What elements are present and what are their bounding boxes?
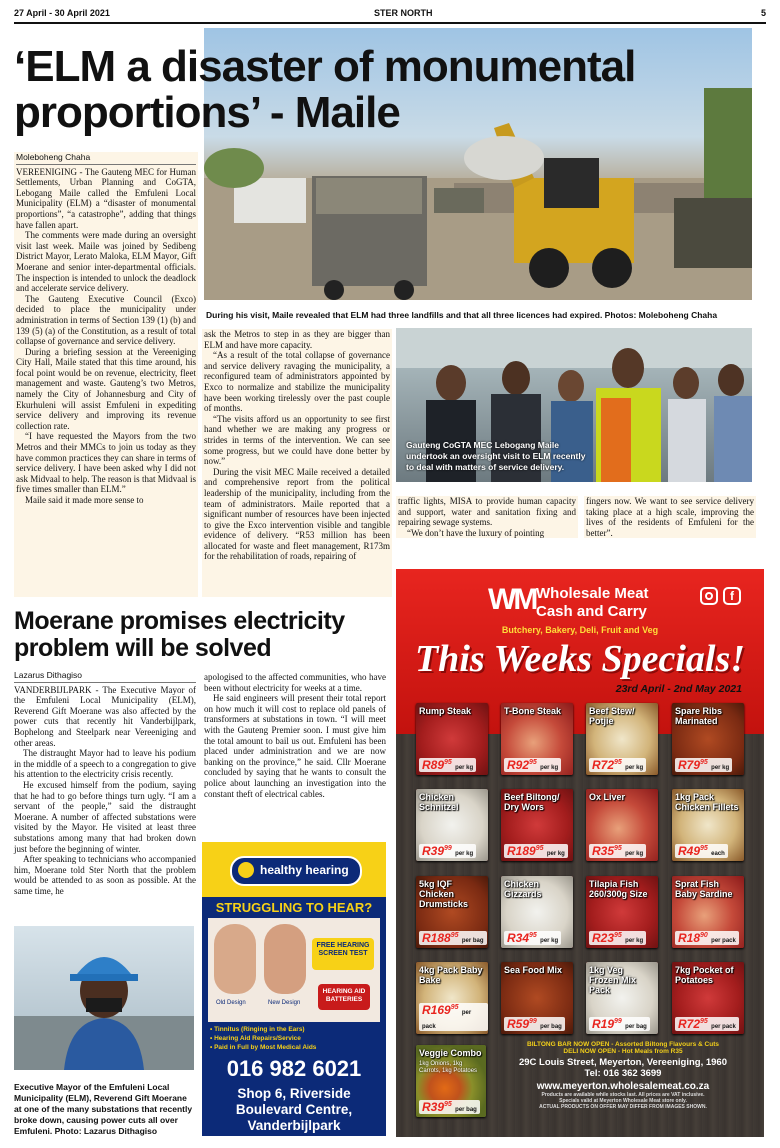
article2-col2 — [204, 672, 386, 799]
product-tile — [501, 876, 573, 948]
paragraph: During a briefing session at the Vereeniging City Hall, Maile stated that this time around, his focal point would be on revenue, electricity, fleet management and waste. Gauteng’s two Metros, namely the City of Johannesburg and City of Ekurhuleni will assist Emfuleni in expediting service delivery and improving its revenue collection rate. — [16, 346, 196, 431]
address-line: Vanderbijlpark — [247, 1118, 341, 1133]
ear-icon — [238, 862, 254, 878]
product-tile — [416, 876, 488, 948]
product-name: Sprat Fish Baby Sardine — [675, 879, 733, 899]
paragraph: traffic lights, MISA to provide human capacity and support, water and sanitation fixing and repairing sewage systems. — [398, 496, 576, 528]
hearing-services-list — [210, 1025, 316, 1052]
biltong-notice: BILTONG BAR NOW OPEN - Assorted Biltong Flavours & Cuts — [527, 1041, 719, 1048]
deli-notice: DELI NOW OPEN - Hot Meals from R35 — [563, 1048, 683, 1055]
article1-col4 — [584, 496, 756, 538]
wm-logo: WM — [488, 583, 536, 616]
paragraph: During the visit MEC Maile received a detailed and comprehensive report from the political leadership of the municipality, including from the team of administrators. Maile reported that a significant number of resources have been injected to give the Exco intervention visible and tangible evidence of delivery. “R53 million has been allocated for waste and fleet management, R173m for the rehabilitation of roads, repairing of — [204, 466, 390, 562]
address-line: Boulevard Centre, — [235, 1102, 353, 1117]
paragraph: ask the Metros to step in as they are bigger than ELM and have more capacity. — [204, 329, 390, 350]
mayor-photo-caption: Executive Mayor of the Emfuleni Local Municipality (ELM), Reverend Gift Moerane at one of the many substations that recently broke down, causing power cuts all over Emfuleni. Photo: Lazarus Dithagiso — [14, 1082, 193, 1136]
paragraph: “As a result of the total collapse of governance and service delivery ravaging the municipality, a reconfigured team of administrators appointed by Exco to normalize and stabilize the municipality have been working tirelessly over the past couple of months. — [204, 350, 390, 414]
service-item: • Tinnitus (Ringing in the Ears) — [210, 1026, 305, 1033]
product-tile — [672, 703, 744, 775]
hearing-address — [202, 1086, 386, 1134]
service-item: • Hearing Aid Repairs/Service — [210, 1035, 301, 1042]
product-tile — [501, 962, 573, 1034]
product-price: $R39^{99}$ per kg — [419, 844, 476, 858]
batteries-badge: HEARING AID BATTERIES — [318, 984, 370, 1010]
paragraph: After speaking to technicians who accompanied him, Moerane told Ster North that the problem would be attended to as soon as possible. At the same time, he — [14, 854, 196, 896]
product-price: $R23^{95}$ per kg — [589, 931, 646, 945]
paper-name: STER NORTH — [374, 8, 433, 18]
paragraph: fingers now. We want to see service delivery taking place at a high scale, improving the lives of the residents of Emfuleni for the better”. — [586, 496, 754, 538]
paragraph: apologised to the affected communities, who have been without electricity for weeks at a time. — [204, 672, 386, 693]
product-name: 1kg Veg Frozen Mix Pack — [589, 965, 637, 995]
brand-line1: Wholesale Meat — [536, 585, 649, 602]
store-tel: Tel: 016 362 3699 — [584, 1068, 662, 1079]
product-price: $R189^{95}$ per kg — [504, 844, 568, 858]
landfill-photo-caption: During his visit, Maile revealed that ELM had three landfills and that all three licences had expired. Photos: Moleboheng Chaha — [206, 310, 718, 320]
product-name: Chicken Schnitzel — [419, 792, 459, 812]
mec-visit-caption: Gauteng CoGTA MEC Lebogang Maile undertook an oversight visit to ELM recently to deal with matters of service delivery. — [406, 440, 586, 472]
mayor-photo — [14, 926, 194, 1070]
product-tile — [586, 962, 658, 1034]
product-price: $R188^{95}$ per bag — [419, 931, 487, 945]
healthy-hearing-ad — [202, 842, 386, 1136]
article2-headline — [14, 608, 394, 662]
ear-old-image — [214, 924, 256, 994]
facebook-icon[interactable]: f — [723, 587, 741, 605]
product-tile — [672, 962, 744, 1034]
product-tile — [672, 789, 744, 861]
issue-date: 27 April - 30 April 2021 — [14, 8, 110, 18]
fine-print: Products are available while stocks last. All prices are VAT inclusive. — [541, 1092, 705, 1098]
product-name: 7kg Pocket of Potatoes — [675, 965, 734, 985]
product-price: $R92^{95}$ per kg — [504, 758, 561, 772]
product-price: $R49^{95}$ each — [675, 844, 728, 858]
product-price: $R79^{95}$ per kg — [675, 758, 732, 772]
ad-footer — [492, 1041, 754, 1110]
product-price: $R19^{99}$ per bag — [589, 1017, 650, 1031]
paragraph: Maile said it made more sense to — [25, 495, 144, 505]
product-price: $R89^{95}$ per kg — [419, 758, 476, 772]
product-price: $R34^{95}$ per kg — [504, 931, 561, 945]
product-name: Ox Liver — [589, 792, 626, 802]
product-tile — [586, 876, 658, 948]
product-price: $R72^{95}$ per kg — [589, 758, 646, 772]
product-price: $R35^{95}$ per kg — [589, 844, 646, 858]
product-tile — [586, 789, 658, 861]
free-test-badge: FREE HEARING SCREEN TEST — [312, 938, 374, 970]
product-tile — [501, 789, 573, 861]
address-line: Shop 6, Riverside — [237, 1086, 351, 1101]
fine-print: Specials valid at Meyerton Wholesale Meat store only. — [559, 1098, 687, 1104]
ear-new-image — [264, 924, 306, 994]
product-price: $R59^{99}$ per bag — [504, 1017, 565, 1031]
product-tile — [586, 703, 658, 775]
wholesale-meat-ad — [396, 569, 764, 1137]
product-tile — [501, 703, 573, 775]
product-tile — [416, 703, 488, 775]
product-name: 1kg Pack Chicken Fillets — [675, 792, 739, 812]
product-price: $R72^{95}$ per pack — [675, 1017, 739, 1031]
new-design-label: New Design — [268, 1000, 301, 1006]
article2-byline: Lazarus Dithagiso — [14, 670, 196, 683]
product-name: T-Bone Steak — [504, 706, 562, 716]
paragraph: He excused himself from the podium, saying that he had to go before things turn ugly. “I am a servant of the people,” said the distraught Moerane. A number of affected substations were visited by the Mayor. He visited at least three substations among many that had broken down just before the beginning of winter. — [14, 779, 196, 854]
article1-col1 — [14, 152, 198, 597]
product-name: Tilapia Fish 260/300g Size — [589, 879, 648, 899]
paragraph: The distraught Mayor had to leave his podium in the middle of a speech to a congregation to give his attention to the electricity crisis recently. — [14, 748, 196, 780]
product-tile — [416, 789, 488, 861]
product-name: Chicken Gizzards — [504, 879, 542, 899]
article1-col2 — [202, 329, 392, 597]
specials-headline: This Weeks Specials! — [414, 638, 746, 680]
paragraph: He said engineers will present their total report on how much it will cost to replace old panels of transformers at substations in town. “I will meet with the Gauteng Premier soon. I must give him the total amount to bail us out. Emfuleni has been placed under administration and we are now banking on the province,” he said. Cllr Moerane concluded by saying that he wants to consult the police about launching an investigation into the constant theft of electrical cables. — [204, 693, 386, 799]
product-name: Beef Biltong/ Dry Wors — [504, 792, 560, 812]
specials-dates: 23rd April - 2nd May 2021 — [615, 683, 742, 695]
article2-col1 — [14, 670, 196, 896]
article1-byline: Moleboheng Chaha — [16, 152, 196, 165]
paragraph: The Gauteng Executive Council (Exco) decided to place the municipality under administration in terms of Section 139 (1) (b) and 139 (5) (a) of the Constitution, as a result of total collapse of governance and service delivery. — [16, 293, 196, 347]
headline-line2: problem will be solved — [14, 634, 272, 662]
product-name: Spare Ribs Marinated — [675, 706, 723, 726]
hearing-brand: healthy hearing — [260, 863, 349, 877]
fine-print: ACTUAL PRODUCTS ON OFFER MAY DIFFER FROM IMAGES SHOWN. — [539, 1104, 707, 1110]
product-name: 5kg IQF Chicken Drumsticks — [419, 879, 469, 909]
product-price: $R169^{95}$ per pack — [419, 1003, 488, 1031]
headline-line1: Moerane promises electricity — [14, 607, 345, 635]
article1-col3 — [396, 496, 578, 538]
product-name: Beef Stew/ Potjie — [589, 706, 635, 726]
store-address: 29C Louis Street, Meyerton, Vereeniging, 1960 — [518, 1057, 728, 1068]
instagram-lens — [705, 592, 713, 600]
page-number: 5 — [760, 8, 766, 18]
page-header — [14, 6, 766, 24]
product-name: Rump Steak — [419, 706, 472, 716]
paragraph: “The visits afford us an opportunity to see first hand whether we are making any progress or strides in terms of the intervention. We can see some progress, but we could have done better by now.” — [204, 413, 390, 467]
product-tile — [672, 876, 744, 948]
old-design-label: Old Design — [216, 1000, 246, 1006]
product-price: $R39^{95}$ per bag — [419, 1100, 480, 1114]
meat-tagline: Butchery, Bakery, Deli, Fruit and Veg — [501, 625, 659, 635]
paragraph: VANDERBIJLPARK - The Executive Mayor of the Emfuleni Local Municipality (ELM), Reverend Gift Moerane was also affected by the power cuts that recently hit Vanderbijlpark, Bophelong and Steelpark near Vereeniging and other areas. — [14, 684, 196, 748]
paragraph: “We don’t have the luxury of pointing — [407, 527, 545, 538]
mec-visit-photo — [396, 328, 752, 482]
headline-line2: proportions’ - Maile — [14, 88, 400, 137]
product-tile — [416, 1045, 486, 1117]
store-web: www.meyerton.wholesalemeat.co.za — [536, 1081, 710, 1092]
brand-line2: Cash and Carry — [536, 603, 647, 620]
service-item: • Paid in Full by Most Medical Aids — [210, 1044, 317, 1051]
hearing-phone: 016 982 6021 — [226, 1056, 362, 1081]
paragraph: VEREENIGING - The Gauteng MEC for Human Settlements, Urban Planning and CoGTA, Lebogang Maile called the Emfuleni Local Municipality (ELM) a “disaster of monumental proportions”, “a catastrophe”, adding that things have fallen apart. — [16, 166, 196, 230]
product-name: 4kg Pack Baby Bake — [419, 965, 483, 985]
product-price: $R18^{90}$ per pack — [675, 931, 739, 945]
product-name: Veggie Combo — [419, 1048, 482, 1058]
headline-line1: ‘ELM a disaster of monumental — [14, 42, 636, 91]
paragraph: The comments were made during an oversight visit last week. Maile was joined by Sedibeng District Mayor, Lerato Maloka, ELM Mayor, Gift Moerane and senior inter-departmental officials. The inspection is intended to unlock the deadlock and accelerate service delivery. — [16, 230, 196, 294]
instagram-icon[interactable] — [700, 587, 718, 605]
product-name: Sea Food Mix — [504, 965, 563, 975]
product-tile — [416, 962, 488, 1034]
paragraph: “I have requested the Mayors from the two Metros and their MMCs to join us today as they have common practices they can share in terms of service delivery. I have been asked why I did not ask Midvaal to help. The reason is that Midvaal is five times smaller than ELM.” — [16, 431, 196, 495]
hearing-headline: STRUGGLING TO HEAR? — [215, 900, 373, 915]
combo-list: 1kg Onions, 1kg Carrots, 1kg Potatoes — [419, 1061, 478, 1074]
hearing-logo — [230, 856, 362, 886]
article1-headline — [14, 44, 754, 136]
